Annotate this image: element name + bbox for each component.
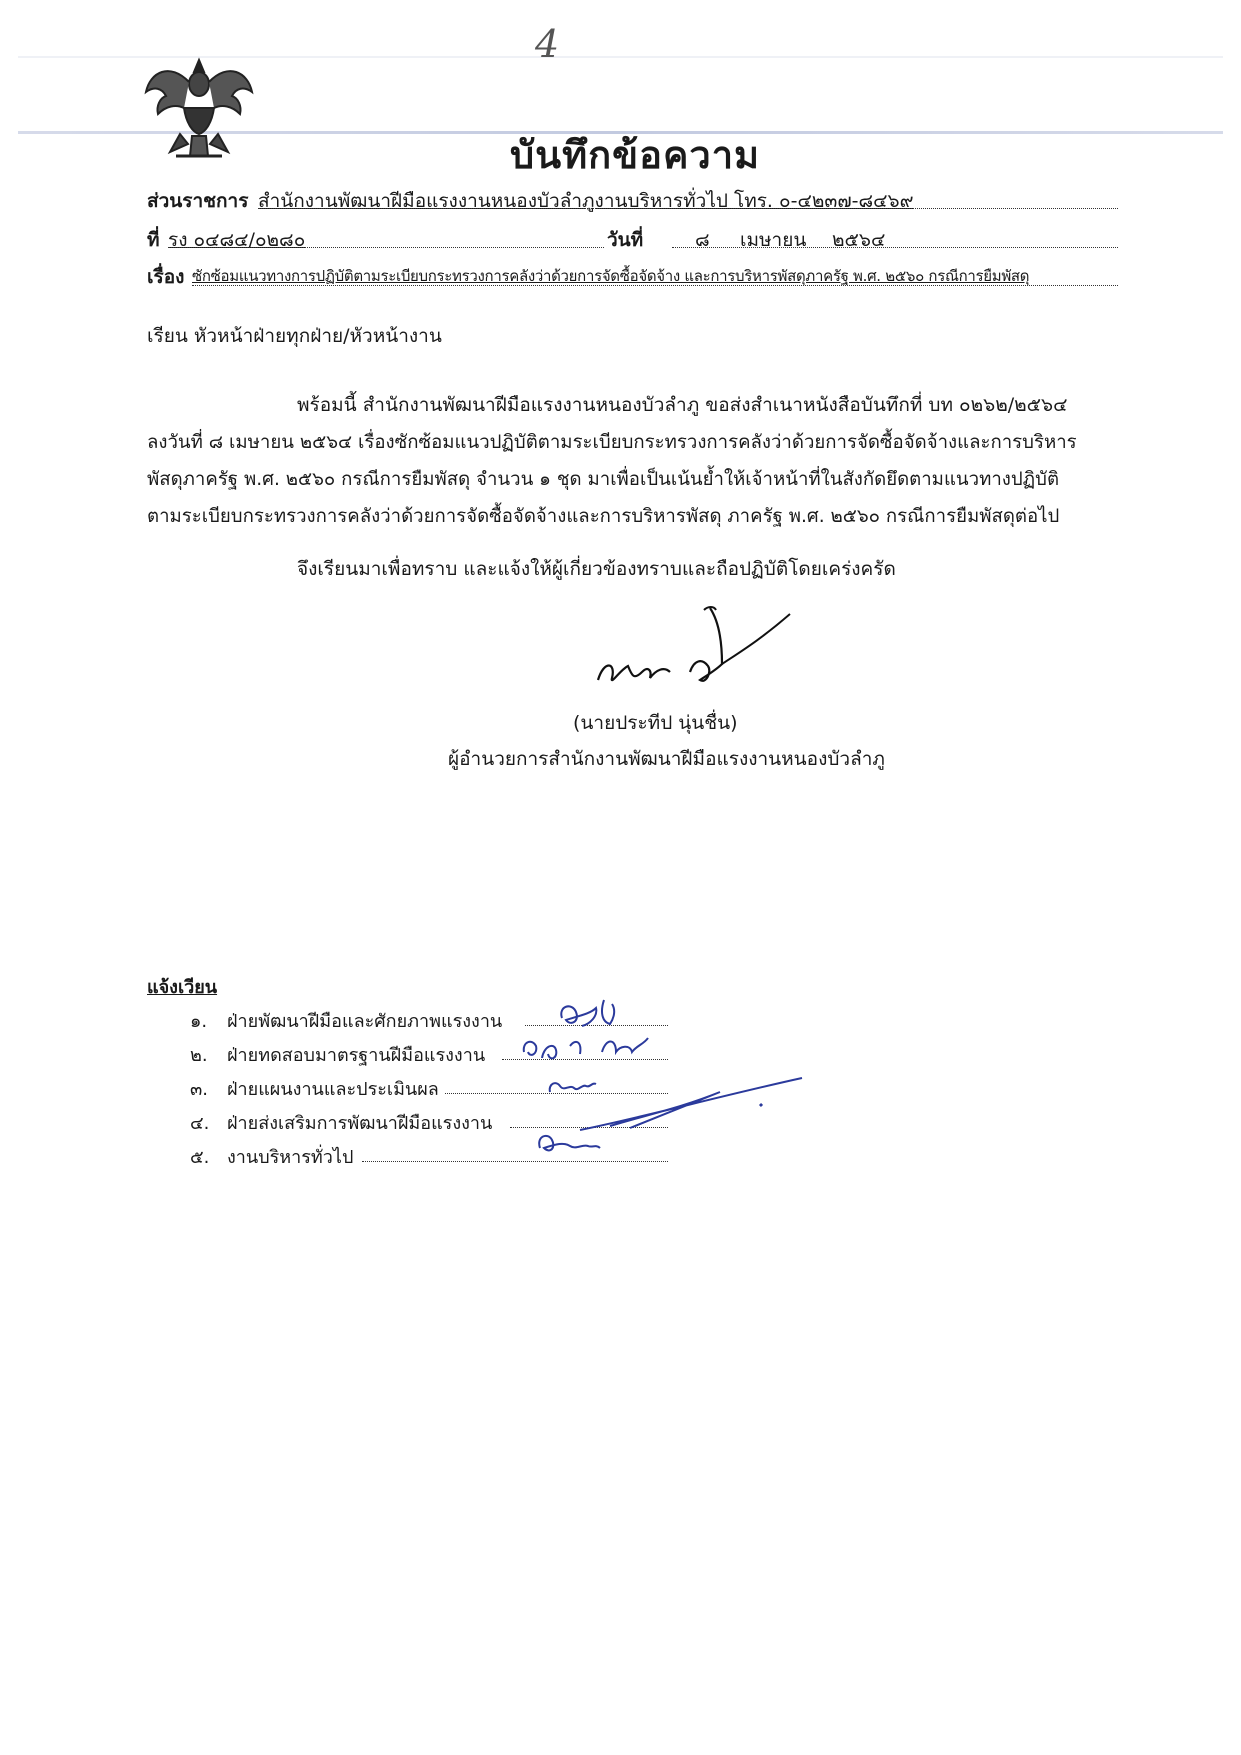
circulation-number: ๑.: [190, 1011, 208, 1032]
circulation-number: ๓.: [190, 1079, 209, 1100]
signer-name: (นายประทีป นุ่นชื่น): [573, 712, 738, 734]
date-year: ๒๕๖๔: [832, 229, 886, 251]
circulation-item: งานบริหารทั่วไป: [227, 1147, 354, 1168]
handwritten-page-mark: 4: [535, 22, 560, 66]
circulation-item: ฝ่ายทดสอบมาตรฐานฝีมือแรงงาน: [227, 1045, 486, 1066]
memo-title: บันทึกข้อความ: [510, 133, 761, 177]
circulation-item: ฝ่ายส่งเสริมการพัฒนาฝีมือแรงงาน: [227, 1113, 493, 1134]
signer-title: ผู้อำนวยการสำนักงานพัฒนาฝีมือแรงงานหนองบัวลำภู: [448, 748, 885, 770]
acknowledgement-signatures: [520, 988, 820, 1168]
circulation-number: ๕.: [190, 1147, 210, 1168]
circulation-number: ๒.: [190, 1045, 208, 1066]
agency-dotted-line: [258, 208, 1118, 209]
circulation-item: ฝ่ายแผนงานและประเมินผล: [227, 1079, 439, 1100]
date-month: เมษายน: [740, 229, 807, 251]
ref-value: รง ๐๔๘๔/๐๒๘๐: [168, 229, 306, 251]
paragraph-line-3: พัสดุภาครัฐ พ.ศ. ๒๕๖๐ กรณีการยืมพัสดุ จำนวน ๑ ชุด มาเพื่อเป็นเน้นย้ำให้เจ้าหน้าที่ในสังกัดยึดตามแนวทางปฏิบัติ: [147, 469, 1060, 490]
paragraph-line-1: พร้อมนี้ สำนักงานพัฒนาฝีมือแรงงานหนองบัวลำภู ขอส่งสำเนาหนังสือบันทึกที่ บท ๐๒๖๒/๒๕๖๔: [297, 394, 1068, 416]
date-day: ๘: [695, 229, 710, 251]
agency-label: ส่วนราชการ: [147, 190, 249, 212]
salutation: เรียน หัวหน้าฝ่ายทุกฝ่าย/หัวหน้างาน: [147, 325, 442, 347]
date-dotted-line: [672, 247, 1118, 248]
circulation-item: ฝ่ายพัฒนาฝีมือและศักยภาพแรงงาน: [227, 1011, 503, 1032]
paragraph-line-4: ตามระเบียบกระทรวงการคลังว่าด้วยการจัดซื้อจัดจ้างและการบริหารพัสดุ ภาครัฐ พ.ศ. ๒๕๖๐ กรณีการยืมพัสดุต่อไป: [147, 506, 1060, 527]
paragraph-line-2: ลงวันที่ ๘ เมษายน ๒๕๖๔ เรื่องซักซ้อมแนวปฏิบัติตามระเบียบกระทรวงการคลังว่าด้วยการจัดซื้อจัดจ้างและการบริหาร: [147, 432, 1077, 453]
closing-sentence: จึงเรียนมาเพื่อทราบ และแจ้งให้ผู้เกี่ยวข้องทราบและถือปฏิบัติโดยเคร่งครัด: [297, 558, 896, 580]
agency-value: สำนักงานพัฒนาฝีมือแรงงานหนองบัวลำภูงานบริหารทั่วไป โทร. ๐-๔๒๓๗-๘๔๖๙: [258, 190, 914, 212]
date-label: วันที่: [607, 229, 644, 251]
director-signature: [590, 600, 800, 695]
garuda-emblem-icon: [140, 52, 258, 164]
ref-dotted-line: [168, 247, 604, 248]
circulation-number: ๔.: [190, 1113, 210, 1134]
subject-label: เรื่อง: [147, 266, 185, 288]
circulation-heading: แจ้งเวียน: [147, 977, 218, 998]
subject-value: ซักซ้อมแนวทางการปฏิบัติตามระเบียบกระทรวงการคลังว่าด้วยการจัดซื้อจัดจ้าง และการบริหารพัสดุภาครัฐ พ.ศ. ๒๕๖๐ กรณีการยืมพัสดุ: [192, 267, 1030, 285]
subject-dotted-line: [192, 285, 1118, 286]
ref-label: ที่: [147, 229, 160, 251]
